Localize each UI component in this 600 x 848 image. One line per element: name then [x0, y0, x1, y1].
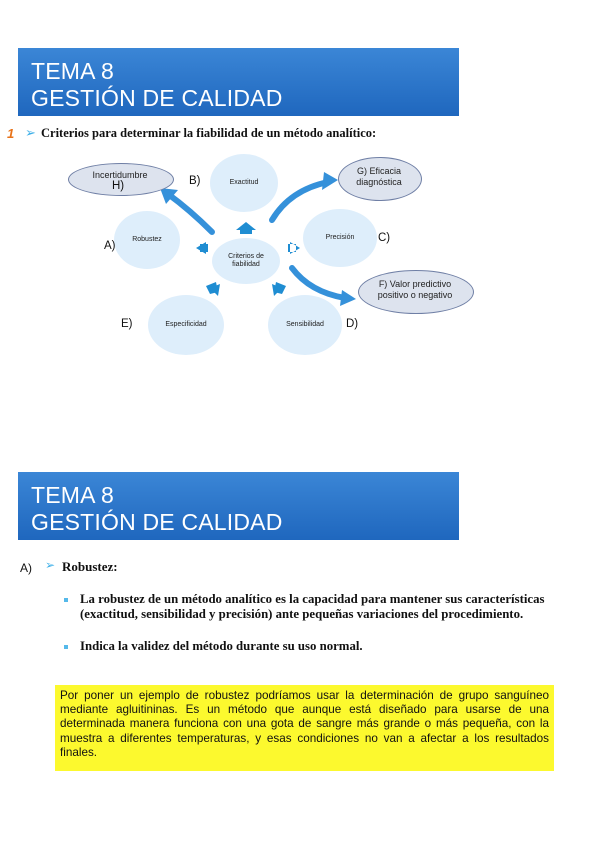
bullet-square-icon: [64, 598, 68, 602]
slide1-heading: Criterios para determinar la fiabilidad de un método analítico:: [41, 126, 377, 140]
slide2-title-line1: TEMA 8: [31, 482, 115, 508]
node-robustez-label: Robustez: [132, 236, 162, 243]
chevron-right: [288, 242, 300, 254]
arrow-bullet-icon: ➢: [25, 125, 36, 140]
arrow-head-eficacia: [322, 172, 338, 190]
node-especificidad-label: Especificidad: [165, 321, 207, 328]
label-c: C): [378, 232, 391, 244]
bullet-square-icon: [64, 645, 68, 649]
slide2-title-banner: [18, 472, 459, 540]
node-sensibilidad-label: Sensibilidad: [286, 321, 324, 328]
label-b: B): [189, 175, 201, 187]
highlight-note: Por poner un ejemplo de robustez podríamos usar la determinación de grupo sanguíneo mediante agluitininas. Es un método que aunque está diseñado para usarse de una determinada manera funciona con una gota de sangre más grande o más pequeña, con la muestra a diferentes temperaturas, y esas condiciones no van a afectar a los resultados finales.: [55, 685, 554, 771]
label-a: A): [104, 240, 116, 252]
label-d: D): [346, 318, 359, 330]
chevron-up: [236, 222, 256, 234]
outer-valor-label: F) Valor predictivo positivo o negativo: [377, 279, 453, 300]
slide1-title-line2: GESTIÓN DE CALIDAD: [31, 85, 283, 111]
slide2-heading: Robustez:: [62, 559, 118, 574]
arrow-to-valor: [292, 268, 345, 298]
arrow-head-valor: [340, 290, 356, 306]
chevron-down-right: [272, 282, 286, 296]
node-center-label: Criterios de fiabilidad: [228, 253, 264, 268]
node-exactitud-label: Exactitud: [229, 179, 259, 186]
bullet-item-2: Indica la validez del método durante su uso normal.: [80, 639, 363, 653]
chevron-down-left: [206, 282, 220, 296]
outer-incertidumbre-label: Incertidumbre: [92, 170, 148, 180]
chevron-left: [196, 242, 208, 254]
slide-number: 1: [7, 126, 15, 141]
bullet-item-1: La robustez de un método analítico es la capacidad para mantener sus características (exactitud, sensibilidad y precisión) ante pequeñas variaciones del procedimiento.: [80, 592, 545, 621]
slide2-letter: A): [20, 561, 32, 575]
node-precision-label: Precisión: [325, 234, 355, 241]
label-e: E): [121, 318, 133, 330]
slide2-title-line2: GESTIÓN DE CALIDAD: [31, 509, 283, 535]
slide1-title-banner: [18, 48, 459, 116]
arrow-bullet-icon: ➢: [45, 558, 56, 572]
outer-eficacia-label: G) Eficacia diagnóstica: [356, 166, 402, 187]
slide1-title-line1: TEMA 8: [31, 58, 115, 84]
label-h: H): [112, 180, 125, 192]
